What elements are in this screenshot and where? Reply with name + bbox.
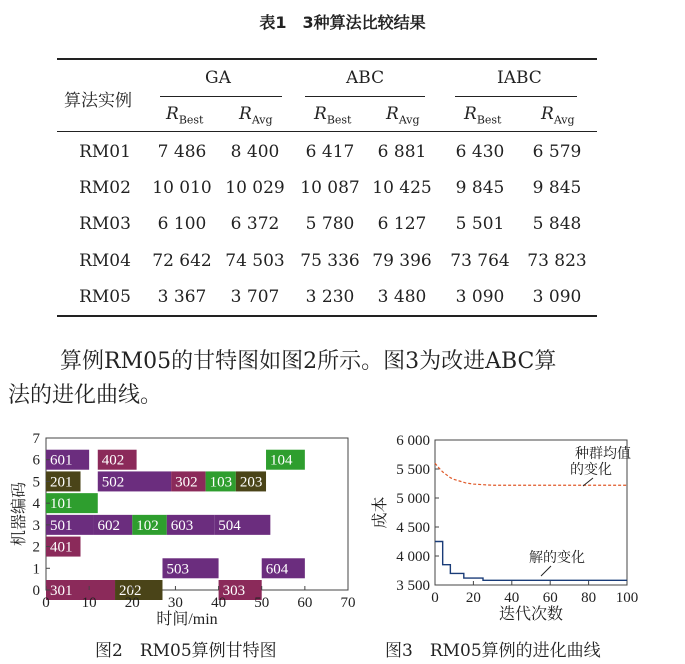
gantt-bar-label: 201 (50, 474, 73, 491)
table-cell: 74 503 (225, 251, 285, 271)
gantt-bar-label: 203 (239, 474, 263, 491)
gantt-bar-label: 501 (50, 517, 73, 534)
table-row-name: RM01 (79, 142, 131, 162)
gantt-y-tick-label: 2 (32, 539, 40, 556)
evo-caption: 图3 RM05算例的进化曲线 (385, 641, 601, 661)
gantt-y-tick-label: 3 (32, 517, 40, 534)
gantt-bar-label: 202 (119, 583, 142, 599)
evo-x-tick-label: 40 (504, 590, 520, 606)
subheader-rbest-1 (314, 104, 351, 126)
subheader-subscript: Best (326, 113, 352, 127)
gantt-bar-label: 302 (175, 474, 198, 491)
gantt-y-tick-label: 5 (32, 474, 40, 491)
evo-y-tick-label: 5 500 (396, 462, 430, 478)
subheader-ravg-1 (386, 104, 420, 126)
gantt-bar-label: 104 (270, 452, 293, 469)
subheader-r-letter: R (239, 104, 252, 124)
gantt-x-tick-label: 0 (42, 595, 50, 611)
gantt-x-tick-label: 10 (81, 595, 97, 611)
gantt-chart (10, 430, 356, 630)
table-row-name: RM04 (79, 251, 131, 271)
evolution-chart (365, 430, 645, 630)
table-cell: 3 230 (305, 287, 355, 307)
gantt-caption: 图2 RM05算例甘特图 (95, 641, 277, 661)
table-cell: 6 127 (377, 214, 427, 234)
subheader-subscript: Best (476, 113, 502, 127)
gantt-x-label: 时间/min (156, 611, 218, 628)
gantt-y-tick-label: 7 (32, 431, 40, 447)
subheader-subscript: Avg (553, 113, 575, 127)
gantt-bar-label: 502 (101, 474, 125, 491)
subheader-rbest-2 (464, 104, 501, 126)
gantt-x-tick-label: 70 (340, 595, 356, 611)
evo-y-tick-label: 5 000 (396, 491, 430, 507)
gantt-bar-label: 301 (50, 583, 73, 599)
gantt-x-tick-label: 40 (211, 595, 227, 611)
gantt-x-tick-label: 30 (167, 595, 183, 611)
subheader-r-letter: R (166, 104, 179, 124)
paragraph-line-1: 算例RM05的甘特图如图2所示。图3为改进ABC算 (60, 349, 557, 374)
table-row-name: RM03 (79, 214, 131, 234)
gantt-bar-label: 402 (101, 452, 125, 469)
gantt-x-tick-label: 20 (124, 595, 140, 611)
group-underline-iabc (455, 96, 577, 97)
table-cell: 10 425 (372, 178, 432, 198)
group-iabc: IABC (497, 68, 542, 88)
legend-avg-line1: 种群均值 (575, 447, 631, 462)
gantt-bar-label: 504 (218, 517, 241, 534)
table-cell: 5 848 (532, 214, 582, 234)
table-cell: 9 845 (455, 178, 505, 198)
group-ga: GA (205, 68, 231, 88)
subheader-r-letter: R (386, 104, 399, 124)
evo-y-tick-label: 3 500 (396, 578, 430, 594)
table-cell: 6 579 (532, 142, 582, 162)
table-cell: 6 417 (305, 142, 355, 162)
table-cell: 10 010 (152, 178, 212, 198)
subheader-subscript: Best (178, 113, 204, 127)
evo-y-tick-label: 6 000 (396, 433, 430, 449)
table-cell: 10 087 (300, 178, 360, 198)
gantt-bar-label: 601 (50, 452, 73, 469)
table-header-rule (57, 131, 597, 132)
subheader-subscript: Avg (398, 113, 420, 127)
legend-best-label: 解的变化 (529, 551, 585, 566)
row-header: 算法实例 (64, 91, 132, 111)
subheader-r-letter: R (314, 104, 327, 124)
gantt-bar-label: 303 (222, 583, 246, 599)
gantt-bar-label: 401 (50, 539, 73, 556)
group-underline-abc (305, 96, 425, 97)
gantt-x-tick-label: 50 (254, 595, 270, 611)
gantt-bar-label: 604 (265, 561, 289, 578)
group-underline-ga (160, 96, 282, 97)
gantt-bar-label: 602 (97, 517, 120, 534)
table-cell: 6 430 (455, 142, 505, 162)
legend-avg-pointer (583, 478, 593, 486)
table-cell: 3 707 (230, 287, 280, 307)
table-cell: 6 372 (230, 214, 280, 234)
gantt-bar-label: 603 (170, 517, 194, 534)
gantt-y-label: 机器编码 (11, 481, 28, 547)
evo-y-label: 成本 (372, 496, 389, 529)
gantt-y-tick-label: 4 (32, 496, 40, 513)
table-cell: 3 090 (532, 287, 582, 307)
gantt-bar-label: 503 (166, 561, 189, 578)
table-caption: 表1 3种算法比较结果 (259, 13, 426, 32)
table-cell: 9 845 (532, 178, 582, 198)
table-bottom-rule (57, 315, 597, 317)
table-row-name: RM02 (79, 178, 131, 198)
gantt-bar-label: 101 (50, 496, 73, 513)
table-cell: 8 400 (230, 142, 280, 162)
legend-best-pointer (541, 566, 551, 576)
subheader-subscript: Avg (251, 113, 273, 127)
evo-y-tick-label: 4 000 (396, 549, 430, 565)
table-cell: 73 823 (527, 251, 587, 271)
table-cell: 6 881 (377, 142, 427, 162)
evo-x-tick-label: 80 (581, 590, 597, 606)
table-row-name: RM05 (79, 287, 131, 307)
table-cell: 72 642 (152, 251, 212, 271)
evo-x-label: 迭代次数 (498, 606, 564, 623)
table-top-rule (57, 58, 597, 60)
table-cell: 10 029 (225, 178, 285, 198)
table-cell: 5 780 (305, 214, 355, 234)
legend-avg-line2: 的变化 (570, 463, 612, 478)
table-cell: 5 501 (455, 214, 505, 234)
gantt-y-tick-label: 1 (32, 561, 40, 578)
gantt-x-tick-label: 60 (297, 595, 313, 611)
table-cell: 3 090 (455, 287, 505, 307)
gantt-y-tick-label: 6 (32, 452, 40, 469)
gantt-bar-label: 103 (209, 474, 233, 491)
gantt-bar-label: 102 (136, 517, 159, 534)
table-cell: 3 480 (377, 287, 427, 307)
evo-x-tick-label: 60 (542, 590, 558, 606)
table-cell: 79 396 (372, 251, 432, 271)
group-abc: ABC (346, 68, 385, 88)
table-cell: 75 336 (300, 251, 360, 271)
evo-x-tick-label: 100 (615, 590, 639, 606)
table-cell: 73 764 (450, 251, 510, 271)
table-cell: 6 100 (157, 214, 207, 234)
evo-x-tick-label: 20 (465, 590, 481, 606)
paragraph-line-2: 法的进化曲线。 (8, 383, 163, 408)
evo-x-tick-label: 0 (431, 590, 439, 606)
table-cell: 3 367 (157, 287, 207, 307)
evo-y-tick-label: 4 500 (396, 520, 430, 536)
subheader-ravg-2 (541, 104, 575, 126)
subheader-r-letter: R (541, 104, 554, 124)
subheader-r-letter: R (464, 104, 477, 124)
gantt-y-tick-label: 0 (32, 583, 40, 599)
subheader-ravg-0 (239, 104, 273, 126)
subheader-rbest-0 (166, 104, 203, 126)
table-cell: 7 486 (157, 142, 207, 162)
